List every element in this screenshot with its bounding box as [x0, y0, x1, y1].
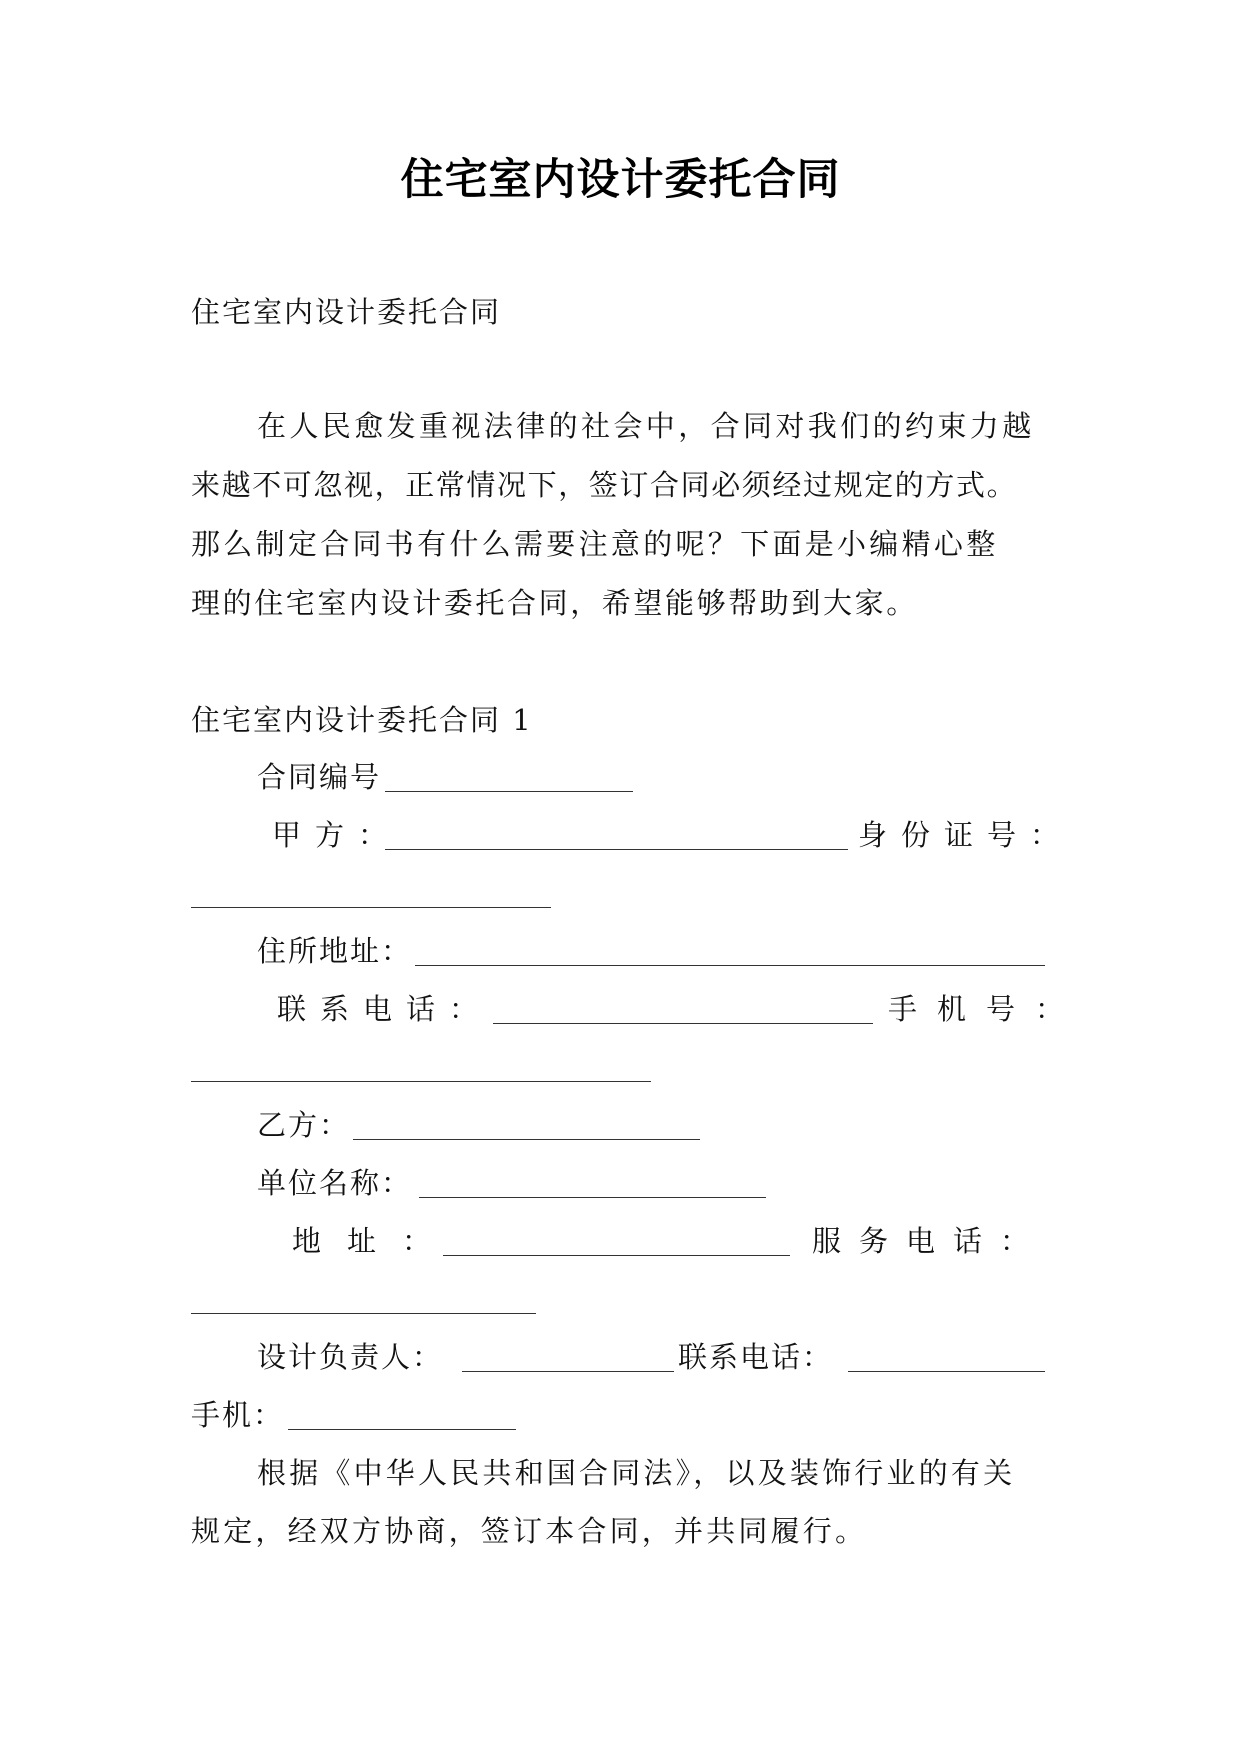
section-heading: 住宅室内设计委托合同 1: [191, 703, 533, 737]
unit-name-blank[interactable]: [419, 1196, 766, 1198]
design-lead-label: 设计负责人：: [257, 1340, 444, 1374]
intro-line-1: 在人民愈发重视法律的社会中，合同对我们的约束力越: [257, 409, 1035, 443]
mobile-b-blank[interactable]: [288, 1428, 516, 1430]
mobile-b-label: 手机：: [191, 1398, 285, 1432]
service-phone-label: 服务电话：: [812, 1224, 1048, 1258]
document-subtitle: 住宅室内设计委托合同: [191, 295, 502, 329]
contact-phone-b-label: 联系电话：: [678, 1340, 834, 1374]
address-label: 住所地址：: [257, 934, 413, 968]
party-b-blank[interactable]: [353, 1138, 700, 1140]
address-b-label: 地址：: [292, 1224, 458, 1258]
mobile-blank[interactable]: [191, 1080, 651, 1082]
intro-line-3: 那么制定合同书有什么需要注意的呢？下面是小编精心整: [191, 527, 999, 561]
id-no-blank[interactable]: [191, 906, 551, 908]
closing-line-1: 根据《中华人民共和国合同法》，以及装饰行业的有关: [257, 1456, 1016, 1490]
party-b-label: 乙方：: [257, 1108, 351, 1142]
address-b-blank[interactable]: [443, 1254, 790, 1256]
mobile-label: 手机号：: [888, 992, 1085, 1026]
address-blank[interactable]: [415, 964, 1045, 966]
party-a-label: 甲方：: [272, 818, 402, 852]
contract-no-blank[interactable]: [385, 790, 633, 792]
contact-phone-label: 联系电话：: [277, 992, 493, 1026]
closing-line-2: 规定，经双方协商，签订本合同，并共同履行。: [191, 1514, 868, 1548]
contact-phone-blank[interactable]: [493, 1022, 873, 1024]
service-phone-blank[interactable]: [191, 1312, 536, 1314]
intro-line-4: 理的住宅室内设计委托合同，希望能够帮助到大家。: [191, 586, 918, 620]
intro-line-2: 来越不可忽视，正常情况下，签订合同必须经过规定的方式。: [191, 468, 1018, 502]
party-a-blank[interactable]: [385, 848, 848, 850]
contact-phone-b-blank[interactable]: [848, 1370, 1045, 1372]
contract-no-label: 合同编号: [257, 760, 382, 794]
id-no-label: 身份证号：: [858, 818, 1074, 852]
unit-name-label: 单位名称：: [257, 1166, 413, 1200]
design-lead-blank[interactable]: [462, 1370, 674, 1372]
document-title: 住宅室内设计委托合同: [400, 155, 841, 205]
